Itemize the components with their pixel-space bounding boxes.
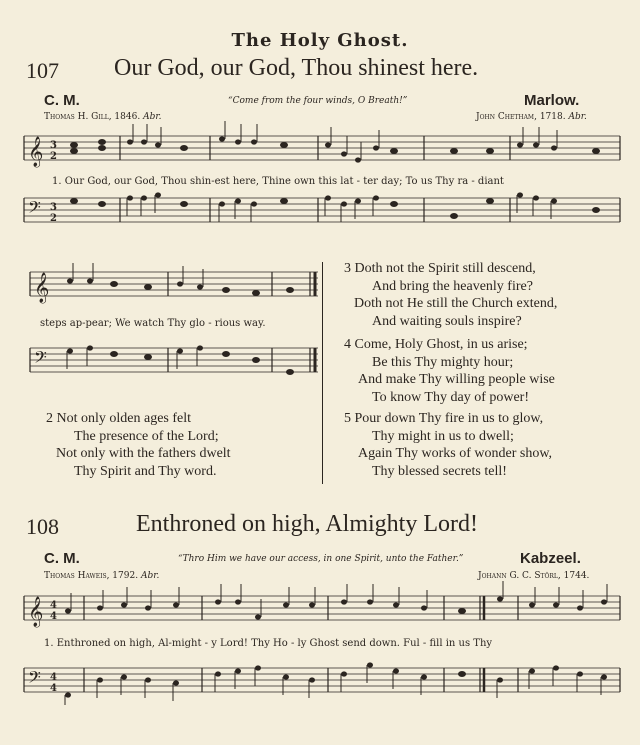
hymn-107-verse-4 [344,336,555,406]
hymn-108-composer: Johann G. C. Störl [478,571,558,581]
verse-number: 5 [344,411,351,426]
verse-line: Doth not He still the Church extend, [354,296,558,311]
hymn-107-quote: “Come from the four winds, O Breath!” [228,96,408,106]
svg-text:2: 2 [50,213,57,224]
hymn-107-verse-5 [344,410,552,480]
verse-line: Thy Spirit and Thy word. [74,463,217,479]
hymn-108-author-year: , 1792. [106,571,139,581]
verse-line: And bring the heavenly fire? [372,278,533,294]
verse-line: To know Thy day of power! [372,389,530,405]
hymn-107-composer-credit [476,112,587,122]
hymn-108-lyric-line-1: 1. Enthroned on high, Al-might - y Lord! Thy Ho - ly Ghost send down. Ful - fill in us Thy [44,638,493,649]
hymn-107-verse-2 [46,410,231,480]
svg-text:3: 3 [50,140,57,151]
hymn-108-author-credit [44,571,159,581]
verse-line: And waiting souls inspire? [372,313,522,329]
hymn-108-meter: C. M. [44,550,80,567]
verse-line: Be this Thy mighty hour; [372,354,514,370]
hymn-107-bass-staff-1 [24,188,620,238]
svg-text:2: 2 [50,151,57,162]
svg-text:4: 4 [50,611,57,622]
svg-text:4: 4 [50,683,57,694]
hymn-107-title: Our God, our God, Thou shinest here. [114,55,479,81]
hymn-107-author-abr: Abr. [143,112,162,122]
verse-line: Doth not the Spirit still descend, [354,261,536,276]
section-title: The Holy Ghost. [231,30,409,51]
hymn-107-author: Thomas H. Gill [44,112,109,122]
svg-text:4: 4 [50,600,57,611]
verse-line: Not only olden ages felt [56,411,192,426]
hymn-108-composer-year: , 1744. [557,571,590,581]
hymn-107-bass-staff-2 [30,338,318,388]
hymn-107-author-credit [44,112,162,122]
hymn-107-lyric-line-2: steps ap-pear; We watch Thy glo - rious way. [40,318,266,329]
svg-text:𝄞: 𝄞 [28,597,44,627]
hymn-107-lyric-line-1: 1. Our God, our God, Thou shin-est here, Thine own this lat - ter day; To us Thy ra - diant [52,176,504,187]
verse-line: Come, Holy Ghost, in us arise; [354,337,528,352]
hymn-107-treble-staff-2 [30,262,318,312]
verse-line: Again Thy works of wonder show, [358,446,553,461]
svg-text:𝄢: 𝄢 [28,667,41,691]
hymn-108-quote: “Thro Him we have our access, in one Spirit, unto the Father.” [178,554,464,564]
hymn-107-treble-staff-1 [24,126,620,176]
hymn-107-meter: C. M. [44,92,80,109]
hymn-108-treble-staff [24,586,620,636]
verse-number: 4 [344,337,351,352]
hymn-107-tune: Marlow. [524,92,580,109]
hymn-107-composer: John Chetham [476,112,535,122]
svg-text:𝄞: 𝄞 [28,137,44,167]
hymn-107-verse-3 [344,260,557,330]
verse-line: Not only with the fathers dwelt [56,446,231,461]
hymn-108-tune: Kabzeel. [520,550,581,567]
verse-number: 3 [344,261,351,276]
svg-text:4: 4 [50,672,57,683]
svg-text:3: 3 [50,202,57,213]
hymn-108-author: Thomas Haweis [44,571,107,581]
hymn-108-number: 108 [26,514,59,539]
verse-line: And make Thy willing people wise [358,372,555,387]
hymn-108-bass-staff [24,658,620,708]
verse-line: Thy blessed secrets tell! [372,463,507,479]
column-divider [322,262,323,484]
verse-number: 2 [46,411,53,426]
svg-text:𝄢: 𝄢 [34,347,47,371]
verse-line: The presence of the Lord; [74,428,219,444]
verse-line: Thy might in us to dwell; [372,428,514,444]
svg-text:𝄢: 𝄢 [28,197,41,221]
verse-line: Pour down Thy fire in us to glow, [354,411,544,426]
hymn-107-number: 107 [26,58,59,83]
hymn-107-author-year: , 1846. [108,112,141,122]
hymn-107-composer-abr: Abr. [568,112,587,122]
hymn-108-author-abr: Abr. [140,571,160,581]
svg-text:𝄞: 𝄞 [34,273,50,303]
hymn-107-composer-year: , 1718. [534,112,566,122]
hymn-108-composer-credit [478,571,589,581]
hymn-108-title: Enthroned on high, Almighty Lord! [136,511,478,537]
